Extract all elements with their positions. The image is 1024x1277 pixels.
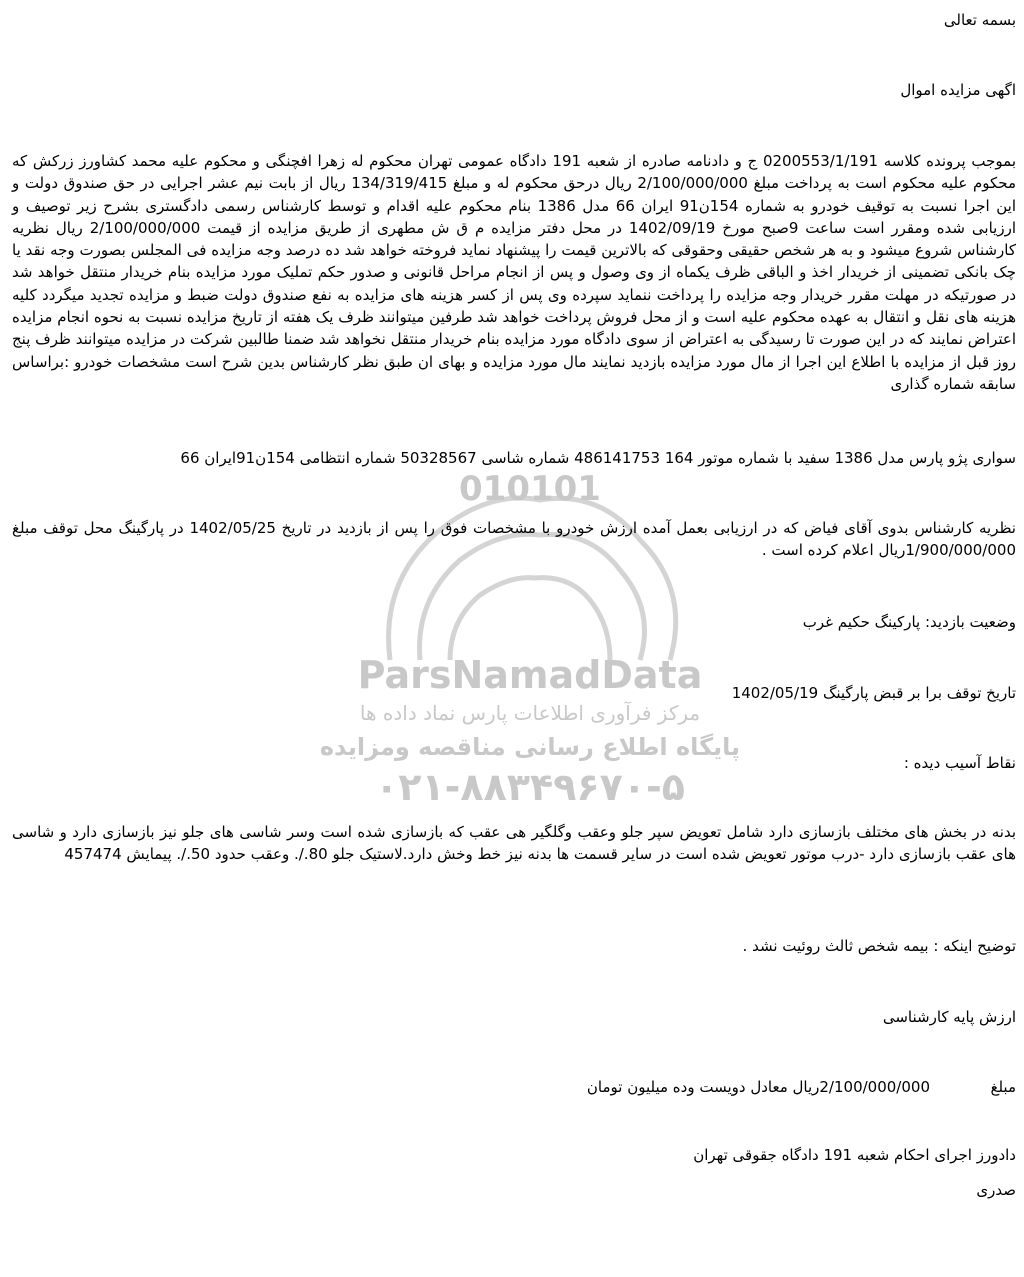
amount-value: 2/100/000/000ریال معادل دویست وده میلیون تومان [586,1078,930,1096]
signatory-name: صدری [976,1181,1016,1199]
watermark-subtitle: پایگاه اطلاع رسانی مناقصه ومزایده [320,733,740,761]
amount-label: مبلغ [990,1078,1016,1096]
notice-title: اگهی مزایده اموال [900,81,1016,99]
watermark-phone: ۰۲۱-۸۸۳۴۹۶۷۰-۵ [375,765,685,809]
watermark-tagline: مرکز فرآوری اطلاعات پارس نماد داده ها [359,701,701,725]
watermark-digits: 010101 [459,469,601,509]
intro-paragraph: بموجب پرونده کلاسه 0200553/1/191 ج و دادنامه صادره از شعبه 191 دادگاه عمومی تهران محکوم له زهرا افچنگی و محکوم علیه محمد کشاورز زرکش که محکوم علیه محکوم است به پرداخت مبلغ 2/100/000/000 ریال درحق محکوم له و مبلغ 134/319/415 ریال از بابت نیم عشر اجرایی در حق صندوق دولت و این اجرا نسبت به توقیف خودرو به شماره 154ن91 ایران 66 مدل 1386 بنام محکوم علیه اقدام و توسط کارشناس رسمی دادگستری بشرح زیر توصیف و ارزیابی شده ومقرر است ساعت 9صبح مورخ 1402/09/19 در محل دفتر مزایده م ق ش مطهری از طریق مزایده از قیمت 2/100/000/000 ریال نظریه کارشناس شروع میشود و به هر شخص حقیقی وحقوقی که بالاترین قیمت را پیشنهاد نماید فروخته خواهد شد ده درصد وجه مزایده فی المجلس بصورت وجه نقد یا چک بانکی تضمینی از خریدار اخذ و الباقی ظرف یکماه از وی وصول و پس از انجام مراحل قانونی و صدور حکم تملیک مورد مزایده بنام خریدار منتقل خواهد شد در صورتیکه در مهلت مقرر خریدار وجه مزایده را پرداخت ننماید سپرده وی پس از کسر هزینه های مزایده به نفع صندوق دولت ضبط و مزایده تجدید میگردد کلیه هزینه های نقل و انتقال به عهده محکوم علیه است و از محل فروش پرداخت خواهد شد طرفین میتوانند ظرف یک هفته از تاریخ مزایده نسبت به نحوه انجام مزایده اعتراض نمایند که در این صورت تا رسیدگی به اعتراض از سوی دادگاه مورد مزایده بنام خریدار منتقل نخواهد شد ضمنا طالبین شرکت در مزایده میتوانند ظرف پنج روز قبل از مزایده با اطلاع این اجرا از مال مورد مزایده بازدید نمایند مال مورد مزایده و بهای ان طبق نظر کارشناس بدین شرح است مشخصات خودرو :براساس سابقه شماره گذاری [12,152,1016,393]
signatory: دادورز اجرای احکام شعبه 191 دادگاه جقوقی تهران [693,1146,1016,1164]
stop-date: تاریخ توقف برا بر قبض پارگینگ 1402/05/19 [731,684,1016,702]
damage-title: نقاط آسیب دیده : [903,754,1016,772]
bismillah-heading: بسمه تعالی [943,11,1016,29]
visit-status: وضعیت بازدید: پارکینگ حکیم غرب [802,613,1016,631]
base-value-title: ارزش پایه کارشناسی [882,1008,1016,1026]
vehicle-specs: سواری پژو پارس مدل 1386 سفید با شماره موتور 164 486141753 شماره شاسی 50328567 شماره انتظامی 154ن91ایران 66 [180,449,1016,467]
expert-opinion: نظریه کارشناس بدوی آقای فیاض که در ارزیابی بعمل آمده ارزش خودرو با مشخصات فوق را پس از بازدید در تاریخ 1402/05/25 در پارگینگ محل توقف مبلغ 1/900/000/000ریال اعلام کرده است . [12,519,1016,560]
insurance-note: توضیح اینکه : بیمه شخص ثالث روئیت نشد . [742,937,1016,955]
watermark-brand: ParsNamadData [357,653,703,697]
damage-description: بدنه در بخش های مختلف بازسازی دارد شامل تعویض سپر جلو وعقب وگلگیر هی عقب که بازسازی شده است وسر شاسی های جلو نیز بازسازی دارد و شاسی های عقب بازسازی دارد -درب موتور تعویض شده است در سایر قسمت ها بدنه نیز خط وخش دارد.لاستیک جلو 80./. وعقب حدود 50./. پیمایش 457474 [12,823,1016,864]
